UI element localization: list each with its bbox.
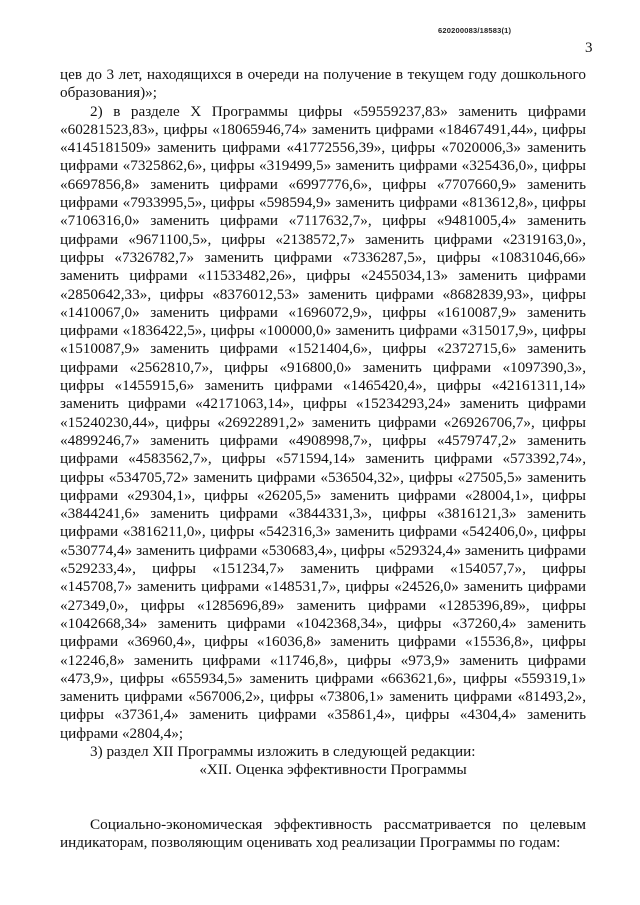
document-body [60,66,586,852]
section-heading: «XII. Оценка эффективности Программы [199,761,467,779]
document-id: 620200083/18583(1) [438,26,512,35]
page-number: 3 [585,40,593,56]
paragraph-section-x-amendments: 2) в разделе X Программы цифры «59559237,83» заменить цифрами «60281523,83», цифры «18065946,74» заменить цифрами «18467491,44», цифры «4145181509» заменить цифрами «41772556,39», цифры «7020006,3» заменить цифрами «7325862,6», цифры «319499,5» заменить цифрами «325436,0», цифры «6697856,8» заменить цифрами «6997776,6», цифры «7707660,9» заменить цифрами «7933995,5», цифры «598594,9» заменить цифрами «813612,8», цифры «7106316,0» заменить цифрами «7117632,7», цифры «9481005,4» заменить цифрами «9671100,5», цифры «2138572,7» заменить цифрами «2319163,0», цифры «7326782,7» заменить цифрами «7336287,5», цифры «10831046,66» заменить цифрами «11533482,26», цифры «2455034,13» заменить цифрами «2850642,33», цифры «8376012,53» заменить цифрами «8682839,93», цифры «1410067,0» заменить цифрами «1696072,9», цифры «1610087,9» заменить цифрами «1836422,5», цифры «100000,0» заменить цифрами «315017,9», цифры «1510087,9» заменить цифрами «1521404,6», цифры «2372715,6» заменить цифрами «2562810,7», цифры «916800,0» заменить цифрами «1097390,3», цифры «1455915,6» заменить цифрами «1465420,4», цифры «42161311,14» заменить цифрами «42171063,14», цифры «15234293,24» заменить цифрами «15240230,44», цифры «26922891,2» заменить цифрами «26926706,7», цифры «4899246,7» заменить цифрами «4908998,7», цифры «4579747,2» заменить цифрами «4583562,7», цифры «571594,14» заменить цифрами «573392,74», цифры «534705,72» заменить цифрами «536504,32», цифры «27505,5» заменить цифрами «29304,1», цифры «26205,5» заменить цифрами «28004,1», цифры «3844241,6» заменить цифрами «3844331,3», цифры «3816121,3» заменить цифрами «3816211,0», цифры «542316,3» заменить цифрами «542406,0», цифры «530774,4» заменить цифрами «530683,4», цифры «529324,4» заменить цифрами «529233,4», цифры «151234,7» заменить цифрами «154057,7», цифры «145708,7» заменить цифрами «148531,7», цифры «24526,0» заменить цифрами «27349,0», цифры «1285696,89» заменить цифрами «1285396,89», цифры «1042668,34» заменить цифрами «1042368,34», цифры «37260,4» заменить цифрами «36960,4», цифры «16036,8» заменить цифрами «15536,8», цифры «12246,8» заменить цифрами «11746,8», цифры «973,9» заменить цифрами «473,9», цифры «655934,5» заменить цифрами «663621,6», цифры «559319,1» заменить цифрами «567006,2», цифры «73806,1» заменить цифрами «81493,2», цифры «37361,4» заменить цифрами «35861,4», цифры «4304,4» заменить цифрами «2804,4»; [60,102,586,742]
paragraph-continuation: цев до 3 лет, находящихся в очереди на получение в текущем году дошкольного образования)»; [60,66,586,102]
section-spacer [60,780,586,816]
paragraph-efficiency: Социально-экономическая эффективность рассматривается по целевым индикаторам, позволяющим оценивать ход реализации Программы по годам: [60,815,586,851]
paragraph-section-xii-intro: 3) раздел XII Программы изложить в следующей редакции: [90,742,476,760]
